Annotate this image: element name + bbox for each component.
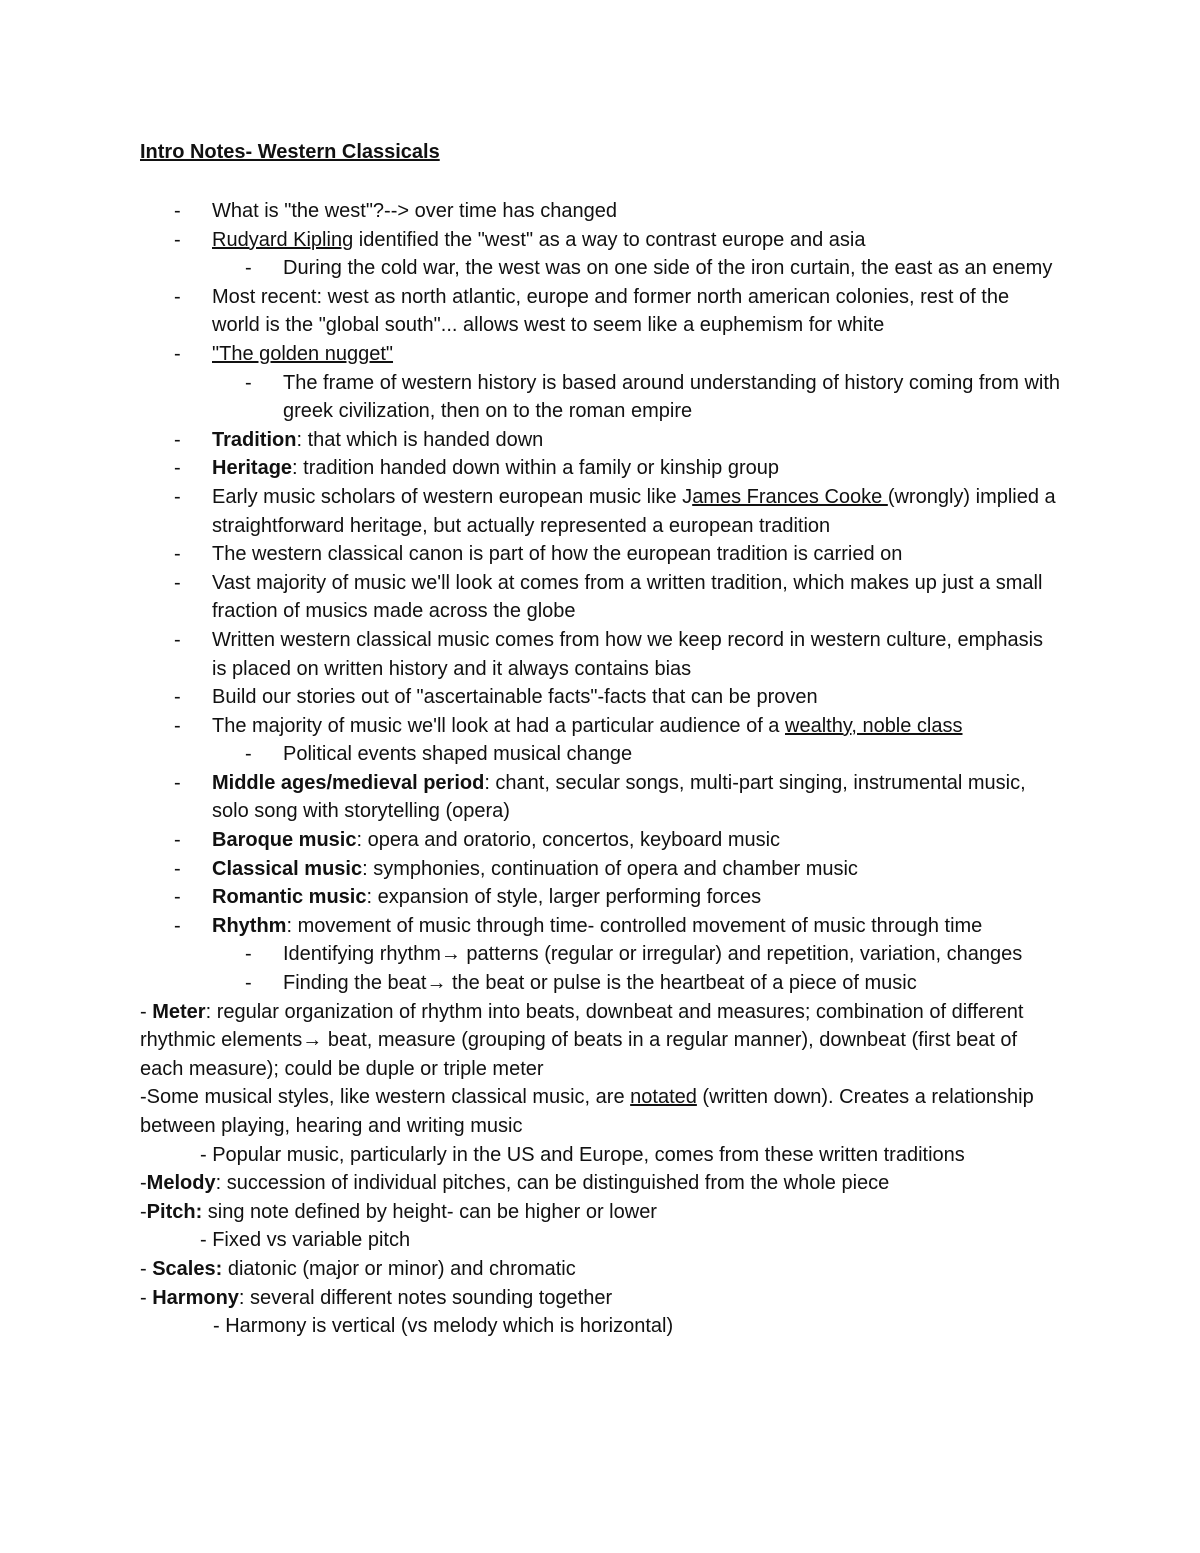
item-text: During the cold war, the west was on one side of the iron curtain, the east as an enemy — [283, 257, 1053, 280]
item-text: Heritage: tradition handed down within a family or kinship group — [212, 457, 779, 480]
term-label: Classical music — [212, 857, 363, 880]
bullet-dash: - — [174, 200, 181, 222]
item-text: -Melody: succession of individual pitches, can be distinguished from the whole piece — [140, 1172, 890, 1195]
bullet-dash: - — [174, 771, 181, 794]
bullet-dash: - — [174, 342, 181, 365]
term-label: Melody — [146, 1172, 216, 1195]
term-label: Tradition — [212, 428, 297, 451]
item-text: Identifying rhythm→ patterns (regular or irregular) and repetition, variation, changes — [283, 943, 1023, 966]
bullet-dash: - — [174, 285, 181, 308]
item-text: - Popular music, particularly in the US and Europe, comes from these written traditions — [200, 1143, 965, 1166]
item-text: - Scales: diatonic (major or minor) and chromatic — [140, 1257, 576, 1280]
list-item — [0, 826, 1200, 855]
list-item — [0, 940, 1200, 969]
list-item — [0, 226, 1200, 255]
bullet-dash: - — [174, 571, 181, 594]
item-text: - Fixed vs variable pitch — [200, 1229, 411, 1252]
item-text: The western classical canon is part of how the european tradition is carried on — [212, 543, 903, 566]
term-label: Heritage — [212, 457, 293, 480]
list-item — [0, 569, 1200, 626]
list-item — [0, 283, 1200, 340]
bullet-dash: - — [245, 371, 252, 394]
item-text: What is "the west"?--> over time has changed — [212, 200, 617, 222]
bullet-dash: - — [245, 257, 252, 280]
item-text: Baroque music: opera and oratorio, concertos, keyboard music — [212, 829, 781, 852]
item-text: -Some musical styles, like western classical music, are notated (written down). Creates a relationship between playing, hearing and writing music — [140, 1086, 1034, 1137]
item-text: The majority of music we'll look at had a particular audience of a wealthy, noble class — [212, 714, 963, 737]
list-item — [0, 1284, 1200, 1313]
bullet-dash: - — [174, 714, 181, 737]
term-label: Middle ages/medieval period — [212, 771, 485, 794]
item-text: - Meter: regular organization of rhythm into beats, downbeat and measures; combination of different rhythmic elements→ beat, measure (grouping of beats in a regular manner), downbeat (first beat of each measure); could be duple or triple meter — [140, 1000, 1024, 1080]
cooke-link[interactable]: ames Frances Cooke — [692, 485, 888, 508]
item-text: The frame of western history is based around understanding of history coming from with greek civilization, then on to the roman empire — [283, 371, 1061, 423]
item-text: - Harmony: several different notes sounding together — [140, 1286, 613, 1309]
item-text: - Harmony is vertical (vs melody which is horizontal) — [213, 1315, 674, 1338]
list-item — [0, 626, 1200, 683]
list-item — [0, 369, 1200, 426]
bullet-dash: - — [174, 857, 181, 880]
list-item — [0, 969, 1200, 998]
list-item — [0, 254, 1200, 283]
item-text: Political events shaped musical change — [283, 743, 633, 766]
item-text: Vast majority of music we'll look at comes from a written tradition, which makes up just a small fraction of musics made across the globe — [212, 571, 1043, 623]
bullet-dash: - — [174, 886, 181, 909]
item-text: Finding the beat→ the beat or pulse is the heartbeat of a piece of music — [283, 972, 917, 995]
list-item — [0, 712, 1200, 741]
list-item — [0, 1226, 1200, 1255]
page-title: Intro Notes- Western Classicals — [140, 141, 440, 163]
notated-link[interactable]: notated — [630, 1086, 697, 1109]
bullet-dash: - — [174, 485, 181, 508]
list-item — [0, 1198, 1200, 1227]
list-item — [0, 483, 1200, 540]
list-item — [0, 540, 1200, 569]
list-item — [0, 912, 1200, 941]
bullet-dash: - — [174, 228, 181, 251]
bullet-dash: - — [174, 543, 181, 566]
list-item — [0, 454, 1200, 483]
bullet-dash: - — [174, 457, 181, 480]
list-item — [0, 855, 1200, 884]
bullet-dash: - — [174, 829, 181, 852]
list-item — [0, 426, 1200, 455]
list-item — [0, 883, 1200, 912]
term-label: Rhythm — [212, 914, 287, 937]
list-item — [0, 1312, 1200, 1341]
list-item — [0, 197, 1200, 226]
wealthy-class-link[interactable]: wealthy, noble class — [785, 714, 963, 737]
list-item — [0, 1141, 1200, 1170]
list-item — [0, 1083, 1200, 1140]
list-item — [0, 683, 1200, 712]
list-item — [0, 769, 1200, 826]
term-label: Pitch: — [146, 1200, 203, 1223]
item-text: Most recent: west as north atlantic, europe and former north american colonies, rest of the world is the "global south"... allows west to seem like a euphemism for white — [212, 285, 1010, 337]
bullet-dash: - — [245, 943, 252, 966]
term-label: Meter — [152, 1000, 206, 1023]
list-item — [0, 1169, 1200, 1198]
item-text: Rudyard Kipling identified the "west" as a way to contrast europe and asia — [212, 228, 866, 251]
item-text — [212, 340, 1062, 369]
list-item — [0, 998, 1200, 1084]
term-label: Romantic music — [212, 886, 367, 909]
item-text: Written western classical music comes from how we keep record in western culture, emphasis is placed on written history and it always contains bias — [212, 628, 1044, 680]
item-text: Classical music: symphonies, continuation of opera and chamber music — [212, 857, 858, 880]
item-text: Romantic music: expansion of style, larger performing forces — [212, 886, 762, 909]
bullet-dash: - — [174, 428, 181, 451]
golden-nugget-link[interactable]: "The golden nugget" — [212, 342, 394, 365]
term-label: Baroque music — [212, 829, 357, 852]
notes-list — [0, 197, 1200, 1341]
item-text: Tradition: that which is handed down — [212, 428, 544, 451]
list-item — [0, 740, 1200, 769]
bullet-dash: - — [174, 686, 181, 709]
list-item — [0, 340, 1200, 369]
item-text: Middle ages/medieval period: chant, secular songs, multi-part singing, instrumental music, solo song with storytelling (opera) — [212, 771, 1026, 823]
kipling-link[interactable]: Rudyard Kipling — [212, 228, 354, 251]
item-text: Early music scholars of western european music like James Frances Cooke (wrongly) implied a straightforward heritage, but actually represented a european tradition — [212, 485, 1056, 537]
item-text: Rhythm: movement of music through time- controlled movement of music through time — [212, 914, 983, 937]
list-item — [0, 1255, 1200, 1284]
item-text: Build our stories out of "ascertainable facts"-facts that can be proven — [212, 686, 818, 709]
term-label: Harmony — [152, 1286, 239, 1309]
item-text: -Pitch: sing note defined by height- can be higher or lower — [140, 1200, 657, 1223]
bullet-dash: - — [245, 972, 252, 995]
bullet-dash: - — [174, 914, 181, 937]
bullet-dash: - — [245, 743, 252, 766]
term-label: Scales: — [152, 1257, 223, 1280]
bullet-dash: - — [174, 628, 181, 651]
